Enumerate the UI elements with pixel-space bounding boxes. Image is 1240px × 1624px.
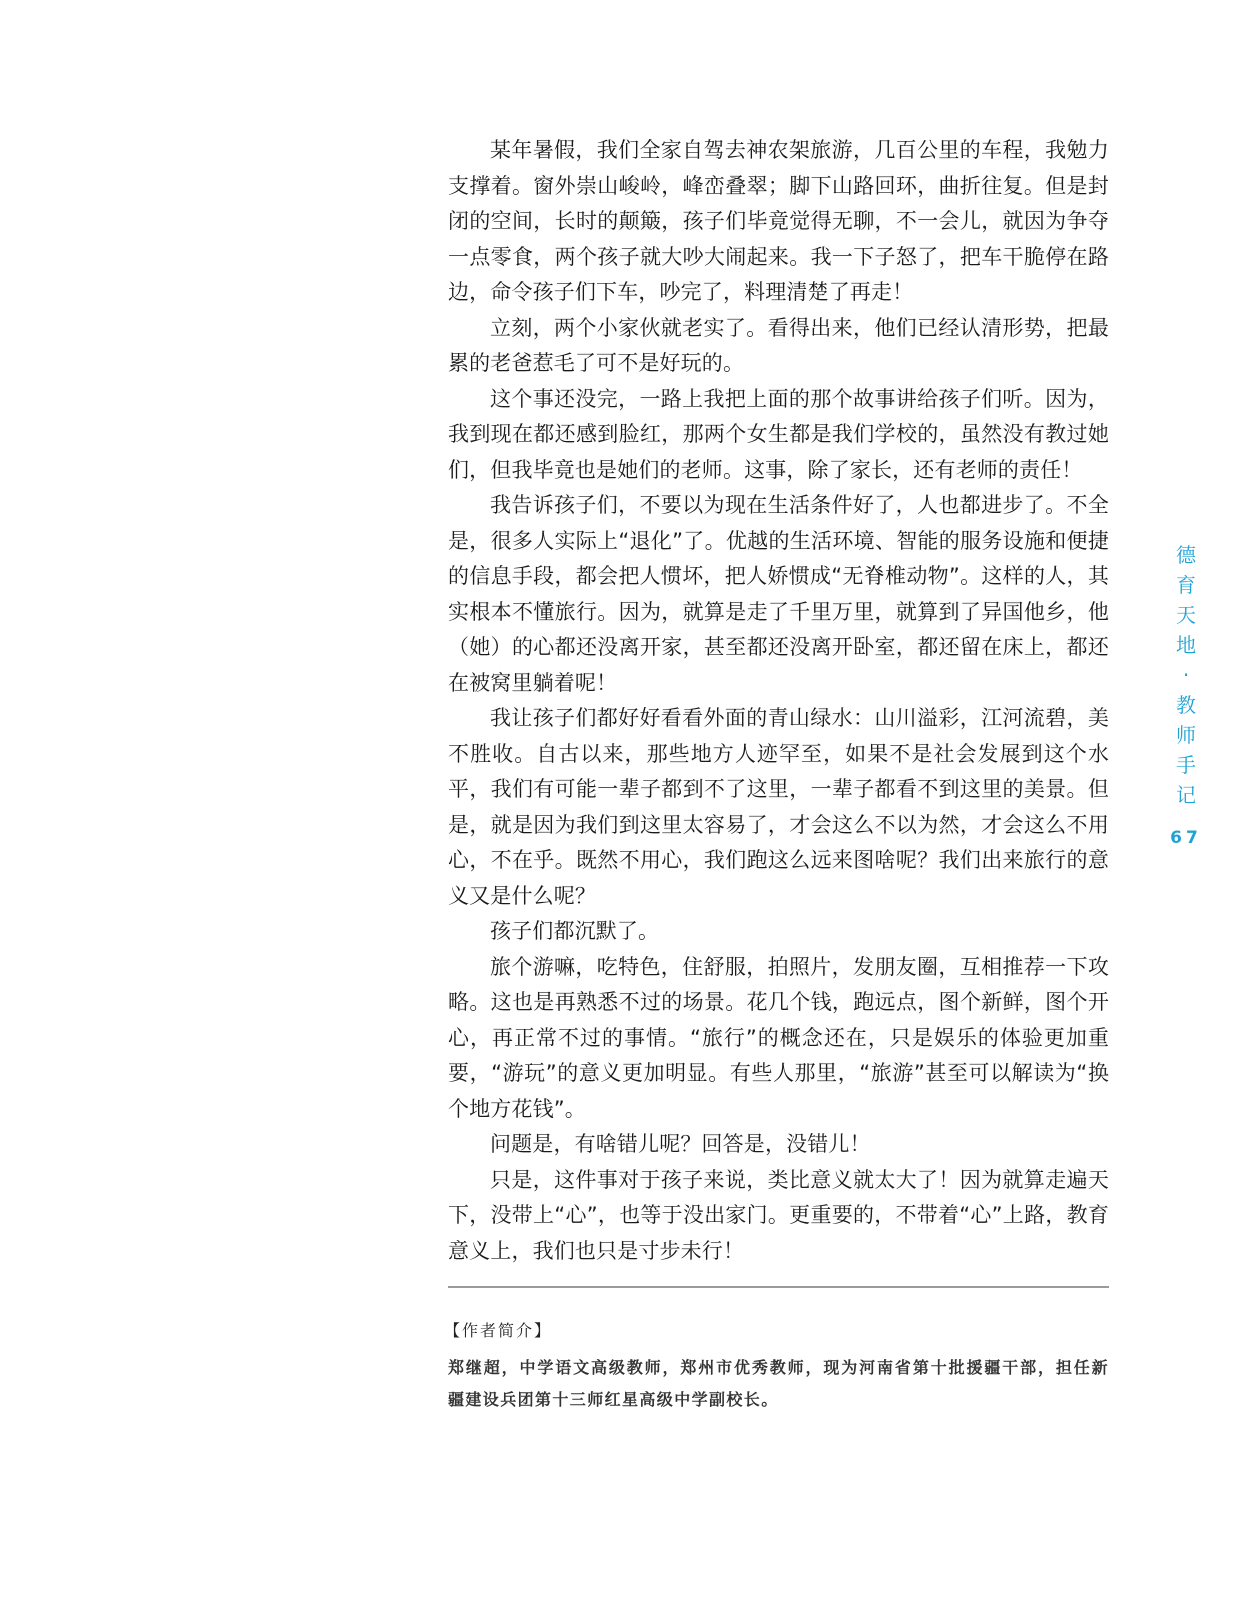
- paragraph: 某年暑假，我们全家自驾去神农架旅游，几百公里的车程，我勉力支撑着。窗外崇山峻岭，峰峦叠翠；脚下山路回环，曲折往复。但是封闭的空间，长时的颠簸，孩子们毕竟觉得无聊，不一会儿，就因为争夺一点零食，两个孩子就大吵大闹起来。我一下子怒了，把车干脆停在路边，命令孩子们下车，吵完了，料理清楚了再走！: [448, 138, 1109, 304]
- section-side-label: [1170, 540, 1202, 810]
- page-number: 67: [1170, 828, 1202, 848]
- paragraph: 立刻，两个小家伙就老实了。看得出来，他们已经认清形势，把最累的老爸惹毛了可不是好玩的。: [448, 315, 1109, 375]
- side-label-char: 手: [1176, 753, 1196, 777]
- side-label-char: 天: [1176, 603, 1196, 627]
- side-label-char: 德: [1176, 543, 1196, 567]
- side-label-char: 育: [1176, 573, 1196, 597]
- author-bio-text: 郑继超，中学语文高级教师，郑州市优秀教师，现为河南省第十批援疆干部，担任新疆建设兵团第十三师红星高级中学副校长。: [448, 1358, 1109, 1409]
- paragraph: 我告诉孩子们，不要以为现在生活条件好了，人也都进步了。不全是，很多人实际上“退化”了。优越的生活环境、智能的服务设施和便捷的信息手段，都会把人惯坏，把人娇惯成“无脊椎动物”。这样的人，其实根本不懂旅行。因为，就算是走了千里万里，就算到了异国他乡，他（她）的心都还没离开家，甚至都还没离开卧室，都还留在床上，都还在被窝里躺着呢！: [448, 493, 1109, 695]
- paragraph: 问题是，有啥错儿呢？回答是，没错儿！: [490, 1132, 871, 1156]
- paragraph: 这个事还没完，一路上我把上面的那个故事讲给孩子们听。因为，我到现在都还感到脸红，那两个女生都是我们学校的，虽然没有教过她们，但我毕竟也是她们的老师。这事，除了家长，还有老师的责任！: [448, 386, 1109, 482]
- author-bio: [444, 1316, 1109, 1416]
- section-divider: [448, 1286, 1109, 1288]
- article-body: [448, 133, 1109, 1269]
- paragraph: 我让孩子们都好好看看外面的青山绿水：山川溢彩，江河流碧，美不胜收。自古以来，那些地方人迹罕至，如果不是社会发展到这个水平，我们有可能一辈子都到不了这里，一辈子都看不到这里的美景。但是，就是因为我们到这里太容易了，才会这么不以为然，才会这么不用心，不在乎。既然不用心，我们跑这么远来图啥呢？我们出来旅行的意义又是什么呢？: [448, 706, 1109, 908]
- paragraph: 只是，这件事对于孩子来说，类比意义就太大了！因为就算走遍天下，没带上“心”，也等于没出家门。更重要的，不带着“心”上路，教育意义上，我们也只是寸步未行！: [448, 1167, 1109, 1263]
- side-label-char: 教: [1176, 693, 1196, 717]
- side-label-char: 记: [1176, 783, 1196, 807]
- side-label-char: 地: [1176, 633, 1196, 657]
- side-label-char: 师: [1176, 723, 1196, 747]
- paragraph: 旅个游嘛，吃特色，住舒服，拍照片，发朋友圈，互相推荐一下攻略。这也是再熟悉不过的场景。花几个钱，跑远点，图个新鲜，图个开心，再正常不过的事情。“旅行”的概念还在，只是娱乐的体验更加重要，“游玩”的意义更加明显。有些人那里，“旅游”甚至可以解读为“换个地方花钱”。: [448, 954, 1109, 1121]
- author-bio-heading: 【作者简介】: [444, 1321, 553, 1340]
- side-label-separator: ·: [1182, 663, 1190, 687]
- paragraph: 孩子们都沉默了。: [490, 919, 660, 943]
